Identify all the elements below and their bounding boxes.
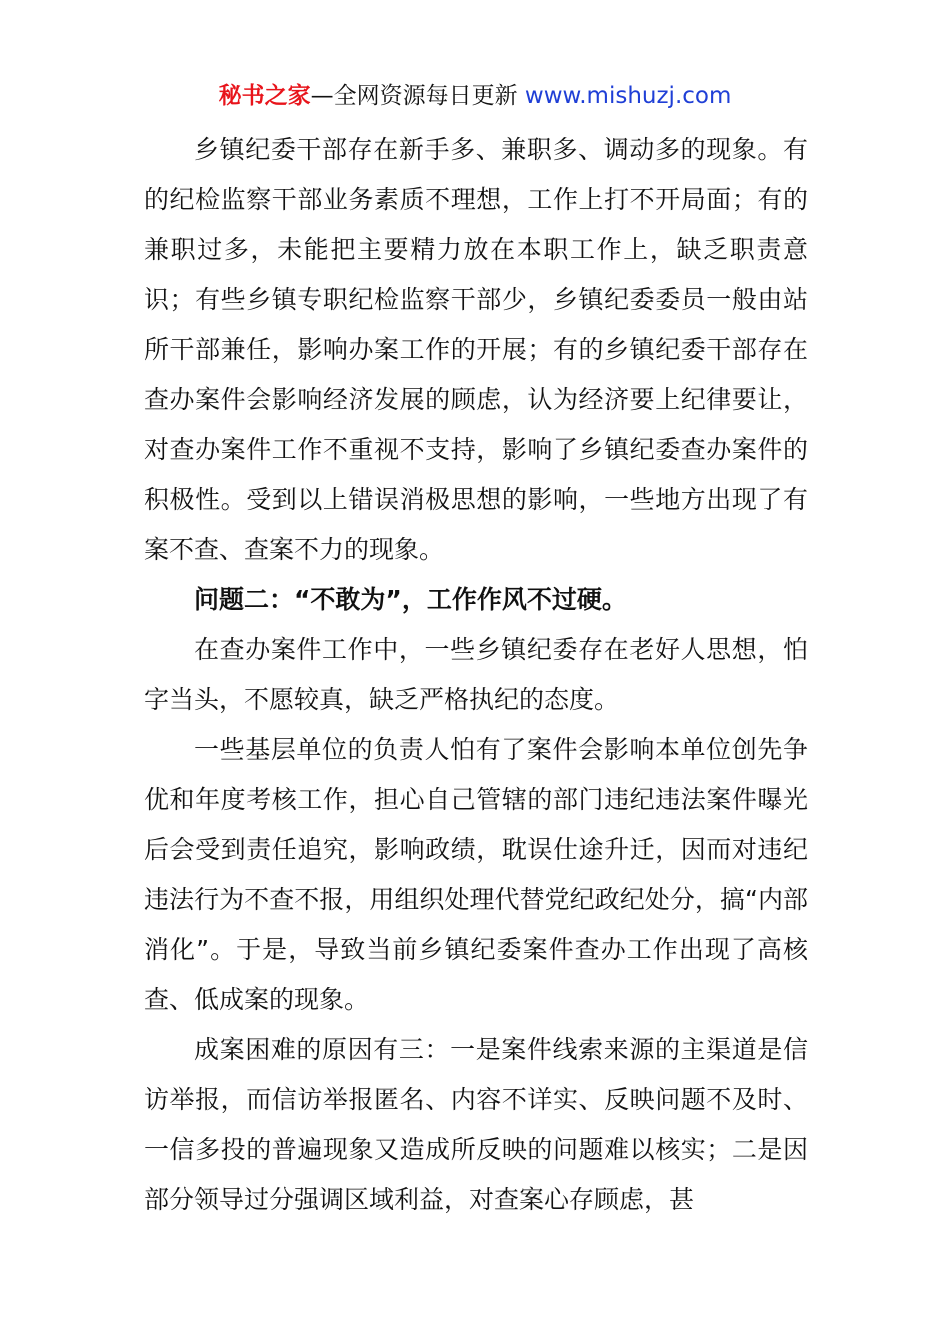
- website-link[interactable]: www.mishuzj.com: [524, 83, 732, 109]
- section-heading-problem-two: 问题二：“不敢为”，工作作风不过硬。: [194, 585, 627, 614]
- paragraph-cadre-issues: 乡镇纪委干部存在新手多、兼职多、调动多的现象。有的纪检监察干部业务素质不理想，工作上打不开局面；有的兼职过多，未能把主要精力放在本职工作上，缺乏职责意识；有些乡镇专职纪检监察干部少，乡镇纪委委员一般由站所干部兼任，影响办案工作的开展；有的乡镇纪委干部存在查办案件会影响经济发展的顾虑，认为经济要上纪律要让，对查办案件工作不重视不支持，影响了乡镇纪委查办案件的积极性。受到以上错误消极思想的影响，一些地方出现了有案不查、查案不力的现象。: [144, 135, 808, 564]
- paragraph-unit-leaders: 一些基层单位的负责人怕有了案件会影响本单位创先争优和年度考核工作，担心自己管辖的部门违纪违法案件曝光后会受到责任追究，影响政绩，耽误仕途升迁，因而对违纪违法行为不查不报，用组织处理代替党纪政纪处分，搞“内部消化”。于是，导致当前乡镇纪委案件查办工作出现了高核查、低成案的现象。: [144, 735, 808, 1014]
- header-tagline: —全网资源每日更新: [310, 83, 525, 109]
- page-header: [0, 78, 950, 114]
- brand-name: 秘书之家: [218, 83, 311, 109]
- paragraph-nice-guy-mentality: 在查办案件工作中，一些乡镇纪委存在老好人思想，怕字当头，不愿较真，缺乏严格执纪的态度。: [144, 635, 808, 714]
- paragraph-case-difficulty: 成案困难的原因有三：一是案件线索来源的主渠道是信访举报，而信访举报匿名、内容不详实、反映问题不及时、一信多投的普遍现象又造成所反映的问题难以核实；二是因部分领导过分强调区域利益，对查案心存顾虑，甚: [144, 1035, 808, 1214]
- document-body: [144, 125, 808, 1225]
